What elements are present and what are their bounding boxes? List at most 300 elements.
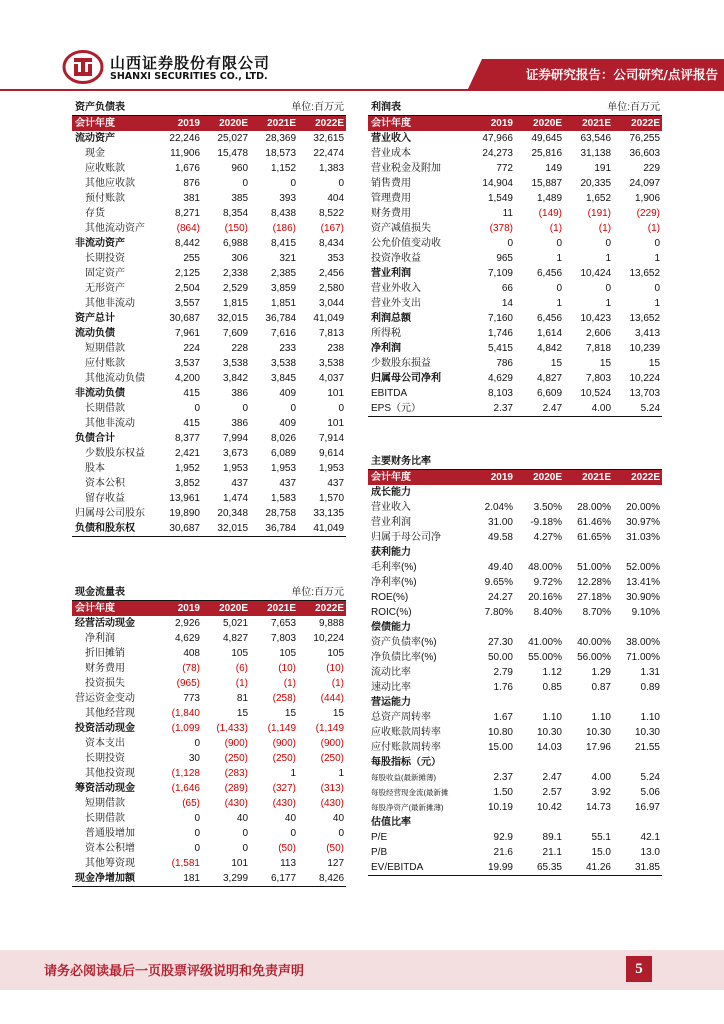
column-header-label: 会计年度 xyxy=(72,601,154,617)
row-value: 65.35 xyxy=(515,860,564,876)
row-label: 净利润 xyxy=(371,342,401,354)
row-value: 0 xyxy=(194,842,200,854)
row-value: 52.00% xyxy=(626,561,660,573)
row-value: 3.92 xyxy=(591,786,611,798)
row-value: 7,818 xyxy=(586,342,612,354)
row-label: 净利率(%) xyxy=(371,576,417,588)
row-value: 30,687 xyxy=(154,521,202,537)
table-row xyxy=(72,781,346,796)
row-value: 7,616 xyxy=(270,327,297,339)
table-row xyxy=(368,845,662,860)
row-value: (1,149 xyxy=(267,722,297,734)
row-value: 6,456 xyxy=(537,312,563,324)
row-value: 13.41% xyxy=(626,576,660,588)
row-value: 1,549 xyxy=(487,192,513,204)
row-value: 2,385 xyxy=(270,267,297,279)
row-value xyxy=(466,815,515,830)
table-row xyxy=(72,796,346,811)
table-row xyxy=(72,661,346,676)
company-logo-icon xyxy=(62,50,104,84)
table-row xyxy=(72,461,346,476)
row-value: 66 xyxy=(501,282,513,294)
income-statement-table xyxy=(368,100,662,417)
row-value xyxy=(466,695,515,710)
table-row xyxy=(72,491,346,506)
row-label: 归属母公司股东 xyxy=(75,507,145,519)
row-value: 13,652 xyxy=(629,312,661,324)
row-value: (167) xyxy=(320,222,345,234)
row-label: 营业收入 xyxy=(371,132,411,144)
column-header-year: 2019 xyxy=(154,116,202,132)
row-value: 13,961 xyxy=(169,492,200,504)
row-value: 36,784 xyxy=(250,521,298,537)
row-value: 40 xyxy=(236,812,249,824)
row-label: 其他流动资产 xyxy=(85,222,145,234)
row-value: 393 xyxy=(279,192,297,204)
row-value: 0 xyxy=(338,177,345,189)
table-row xyxy=(72,146,346,161)
row-value: 61.46% xyxy=(577,516,611,528)
row-value: (864) xyxy=(176,222,200,234)
row-value: 965 xyxy=(496,252,513,264)
row-value xyxy=(515,755,564,770)
row-value: 233 xyxy=(279,342,297,354)
row-value: 1,614 xyxy=(537,327,563,339)
table-row xyxy=(72,311,346,326)
table-title: 利润表 xyxy=(368,100,564,116)
row-label: 折旧摊销 xyxy=(85,647,125,659)
row-value: 1,152 xyxy=(270,162,297,174)
page-number: 5 xyxy=(626,956,652,982)
row-value: 3,538 xyxy=(222,357,249,369)
row-value: 4,827 xyxy=(537,372,563,384)
row-value: 1,953 xyxy=(318,462,345,474)
row-value: 22,474 xyxy=(313,147,345,159)
table-row xyxy=(368,620,662,635)
table-row xyxy=(368,635,662,650)
row-value: (1) xyxy=(331,677,345,689)
row-label: 其他投资现 xyxy=(85,767,135,779)
row-value: 1,583 xyxy=(270,492,297,504)
row-value: 8,271 xyxy=(174,207,200,219)
row-value: 0 xyxy=(654,237,661,249)
row-label: EV/EBITDA xyxy=(368,860,466,876)
row-value: 10,224 xyxy=(629,372,661,384)
row-value: 20,348 xyxy=(217,507,249,519)
table-row xyxy=(72,266,346,281)
row-value: 149 xyxy=(545,162,563,174)
table-row xyxy=(72,841,346,856)
row-value: 2.37 xyxy=(493,771,513,783)
row-value: 3,413 xyxy=(635,327,661,339)
row-value: 15 xyxy=(599,357,612,369)
row-value: 51.00% xyxy=(577,561,611,573)
row-value xyxy=(466,755,515,770)
row-value: 42.1 xyxy=(640,831,660,843)
row-value: 10.30 xyxy=(536,726,562,738)
row-value: (229) xyxy=(636,207,661,219)
row-value: (1,149 xyxy=(315,722,345,734)
row-value: 8,103 xyxy=(487,387,513,399)
row-label: 营业税金及附加 xyxy=(371,162,441,174)
row-value: 7,813 xyxy=(318,327,345,339)
row-label: 存货 xyxy=(85,207,105,219)
row-value: 3,557 xyxy=(174,297,200,309)
row-value: 3,299 xyxy=(202,871,250,887)
row-value: 1 xyxy=(654,252,661,264)
row-value: (50) xyxy=(278,842,297,854)
row-value: 20,335 xyxy=(580,177,612,189)
row-value: 31.00 xyxy=(487,516,513,528)
row-value: 61.65% xyxy=(577,531,611,543)
column-header-year: 2022E xyxy=(613,470,662,486)
row-value: 11,906 xyxy=(170,147,200,159)
table-row xyxy=(368,281,662,296)
row-value: 1,383 xyxy=(318,162,345,174)
table-row xyxy=(368,770,662,785)
row-value: 0.89 xyxy=(640,681,660,693)
row-value: 15,887 xyxy=(531,177,563,189)
row-label: 短期借款 xyxy=(85,342,125,354)
row-value: 41,049 xyxy=(298,521,346,537)
row-label: 营业利润 xyxy=(371,267,411,279)
row-label: 负债和股东权 xyxy=(72,521,154,537)
row-value: 8.70% xyxy=(582,606,611,618)
table-row xyxy=(72,161,346,176)
row-value xyxy=(613,815,662,830)
table-row xyxy=(72,416,346,431)
row-value: 4,842 xyxy=(537,342,563,354)
row-label: 每股收益(最新摊薄) xyxy=(371,772,436,782)
row-value: (50) xyxy=(326,842,345,854)
table-row xyxy=(72,326,346,341)
row-label: 普通股增加 xyxy=(85,827,135,839)
row-value: 12.28% xyxy=(577,576,611,588)
row-value: 40 xyxy=(284,812,297,824)
row-value: 1,746 xyxy=(487,327,513,339)
row-label: 应收账款周转率 xyxy=(371,726,441,738)
row-value: 101 xyxy=(327,387,345,399)
row-value: 3,673 xyxy=(222,447,249,459)
table-row xyxy=(72,521,346,537)
row-value xyxy=(613,620,662,635)
row-value: 2.47 xyxy=(542,771,562,783)
row-value: 7,914 xyxy=(318,432,345,444)
table-title: 主要财务比率 xyxy=(368,454,662,470)
row-value: 1.67 xyxy=(493,711,513,723)
row-value: (965) xyxy=(176,677,200,689)
row-value: 101 xyxy=(327,417,345,429)
row-label: 投资净收益 xyxy=(371,252,421,264)
row-value: (430) xyxy=(320,797,345,809)
table-row xyxy=(368,725,662,740)
row-value: 2,580 xyxy=(318,282,345,294)
row-value xyxy=(564,815,613,830)
row-value: 3,845 xyxy=(270,372,297,384)
row-value: 1 xyxy=(605,252,612,264)
row-value: (900) xyxy=(320,737,345,749)
row-value: 32,015 xyxy=(202,521,250,537)
row-value xyxy=(466,485,515,500)
row-label: 净负债比率(%) xyxy=(371,651,437,663)
row-label: 归属于母公司净 xyxy=(371,531,441,543)
row-label: 销售费用 xyxy=(371,177,411,189)
row-label: 营业外收入 xyxy=(371,282,421,294)
row-value xyxy=(564,485,613,500)
row-value: 4,629 xyxy=(174,632,200,644)
row-label: 营运资金变动 xyxy=(75,692,135,704)
table-row xyxy=(72,401,346,416)
table-row xyxy=(368,236,662,251)
row-value: 786 xyxy=(496,357,513,369)
row-value: 0 xyxy=(507,237,513,249)
table-row xyxy=(72,751,346,766)
table-row xyxy=(72,371,346,386)
row-value: 2,456 xyxy=(318,267,345,279)
cash-flow-table xyxy=(72,585,346,887)
row-label: 资本公积 xyxy=(85,477,125,489)
table-row xyxy=(72,506,346,521)
table-row xyxy=(368,500,662,515)
row-value: 8,426 xyxy=(298,871,346,887)
row-value: 4,200 xyxy=(174,372,200,384)
row-value: 76,255 xyxy=(629,132,661,144)
row-value: 3,842 xyxy=(222,372,249,384)
row-label: EPS（元） xyxy=(368,401,466,417)
row-value: 101 xyxy=(231,857,249,869)
row-value: (430) xyxy=(272,797,297,809)
row-value: 15 xyxy=(236,707,249,719)
row-value: 1.10 xyxy=(542,711,562,723)
table-row xyxy=(72,221,346,236)
row-value: (1,433) xyxy=(216,722,249,734)
row-value: (1,128 xyxy=(171,767,200,779)
row-value: 81 xyxy=(236,692,249,704)
row-value: 30 xyxy=(188,752,200,764)
row-value: 25,027 xyxy=(217,132,249,144)
row-value: 255 xyxy=(183,252,200,264)
row-label: 无形资产 xyxy=(85,282,125,294)
table-row xyxy=(368,860,662,876)
row-label: 现金 xyxy=(85,147,105,159)
row-value: 1,570 xyxy=(318,492,345,504)
row-value: (1) xyxy=(549,222,563,234)
row-label: 长期投资 xyxy=(85,252,125,264)
row-label: 资本支出 xyxy=(85,737,125,749)
table-row xyxy=(368,176,662,191)
row-value xyxy=(515,545,564,560)
row-value: 41.26 xyxy=(564,860,613,876)
row-label: ROIC(%) xyxy=(371,606,412,618)
row-label: 管理费用 xyxy=(371,192,411,204)
row-value: (313) xyxy=(320,782,345,794)
table-row xyxy=(368,266,662,281)
row-value: 1 xyxy=(338,767,345,779)
table-row xyxy=(72,446,346,461)
row-value xyxy=(564,545,613,560)
row-value: 31,138 xyxy=(580,147,612,159)
column-header-year: 2020E xyxy=(515,116,564,132)
row-value: 15,478 xyxy=(217,147,249,159)
row-label: 营运能力 xyxy=(371,696,411,708)
table-row xyxy=(72,176,346,191)
row-value: 4,037 xyxy=(318,372,345,384)
row-value: 0 xyxy=(242,842,249,854)
row-label: 应付账款周转率 xyxy=(371,741,441,753)
row-value: 385 xyxy=(231,192,249,204)
row-label: 流动负债 xyxy=(75,327,115,339)
table-row xyxy=(368,515,662,530)
table-row xyxy=(72,206,346,221)
table-row xyxy=(368,605,662,620)
row-value xyxy=(466,620,515,635)
row-value: 1 xyxy=(290,767,297,779)
row-value: 181 xyxy=(154,871,202,887)
row-value: 0 xyxy=(242,177,249,189)
table-row xyxy=(72,131,346,146)
table-row xyxy=(368,206,662,221)
row-value: 7,109 xyxy=(487,267,513,279)
row-label: 其他筹资现 xyxy=(85,857,135,869)
table-row xyxy=(72,706,346,721)
table-header-row xyxy=(72,116,346,132)
row-value xyxy=(564,695,613,710)
row-value: 386 xyxy=(231,387,249,399)
row-value: 56.00% xyxy=(577,651,611,663)
table-row xyxy=(368,191,662,206)
row-label: 获利能力 xyxy=(371,546,411,558)
row-value: 404 xyxy=(327,192,345,204)
row-value: 3,538 xyxy=(318,357,345,369)
column-header-year: 2021E xyxy=(564,470,613,486)
row-value: 9.72% xyxy=(533,576,562,588)
row-label: P/B xyxy=(371,846,388,858)
row-value: 48.00% xyxy=(528,561,562,573)
row-value: 224 xyxy=(183,342,200,354)
row-value: 437 xyxy=(279,477,297,489)
row-value: (283) xyxy=(224,767,249,779)
column-header-year: 2021E xyxy=(250,116,298,132)
row-value xyxy=(466,545,515,560)
row-value: 1 xyxy=(556,297,563,309)
row-value: 14,904 xyxy=(482,177,513,189)
row-value: 7,961 xyxy=(174,327,200,339)
row-value: 27.30 xyxy=(487,636,513,648)
row-value: 1.10 xyxy=(591,711,611,723)
row-value: 8,354 xyxy=(222,207,249,219)
row-value: 17.96 xyxy=(585,741,611,753)
column-header-year: 2019 xyxy=(466,116,515,132)
table-row xyxy=(368,371,662,386)
row-label: 资产负债率(%) xyxy=(371,636,437,648)
row-value: (186) xyxy=(272,222,297,234)
table-row xyxy=(368,146,662,161)
row-value: 92.9 xyxy=(493,831,513,843)
row-label: 营业收入 xyxy=(371,501,411,513)
table-row xyxy=(72,826,346,841)
row-value: 14.73 xyxy=(585,801,611,813)
row-value: 18,573 xyxy=(265,147,297,159)
row-value: 31.03% xyxy=(626,531,660,543)
table-row xyxy=(72,431,346,446)
row-value: 1,676 xyxy=(174,162,200,174)
row-value: 0 xyxy=(605,237,612,249)
row-value: 36,603 xyxy=(629,147,661,159)
row-value: 10,224 xyxy=(313,632,345,644)
row-value: 49.58 xyxy=(487,531,513,543)
table-row xyxy=(72,631,346,646)
row-value: 876 xyxy=(183,177,200,189)
table-row xyxy=(72,341,346,356)
column-header-year: 2020E xyxy=(202,116,250,132)
row-value: 3.50% xyxy=(533,501,562,513)
row-value: 415 xyxy=(183,417,200,429)
row-value: 10,239 xyxy=(629,342,661,354)
row-value: 772 xyxy=(496,162,513,174)
row-value: 6,089 xyxy=(270,447,297,459)
row-value: 2.37 xyxy=(466,401,515,417)
row-value: 1,851 xyxy=(270,297,297,309)
row-value: 16.97 xyxy=(634,801,660,813)
row-value: 1,489 xyxy=(537,192,563,204)
row-label: 总资产周转率 xyxy=(371,711,431,723)
table-header-row xyxy=(72,601,346,617)
row-value: 8,377 xyxy=(174,432,200,444)
row-value: 1.10 xyxy=(640,711,660,723)
row-value: 9.10% xyxy=(631,606,660,618)
row-value: 38.00% xyxy=(626,636,660,648)
row-value: 7,609 xyxy=(222,327,249,339)
table-row xyxy=(72,251,346,266)
table-row xyxy=(72,616,346,631)
table-row xyxy=(368,530,662,545)
row-value: 6,609 xyxy=(537,387,563,399)
column-header-label: 会计年度 xyxy=(72,116,154,132)
row-value: 15 xyxy=(648,357,661,369)
row-value: 7,653 xyxy=(270,617,297,629)
table-row xyxy=(368,251,662,266)
row-value: 2.47 xyxy=(515,401,564,417)
row-value: 28.00% xyxy=(577,501,611,513)
row-label: 利润总额 xyxy=(371,312,411,324)
row-label: 资本公积增 xyxy=(85,842,135,854)
table-row xyxy=(368,401,662,417)
row-value: 1 xyxy=(556,252,563,264)
row-value: 3,537 xyxy=(174,357,200,369)
row-value: 1,815 xyxy=(222,297,249,309)
row-value: 381 xyxy=(183,192,200,204)
table-row xyxy=(368,710,662,725)
table-row xyxy=(72,646,346,661)
row-value: 0 xyxy=(290,402,297,414)
table-row xyxy=(368,341,662,356)
row-label: 其他流动负债 xyxy=(85,372,145,384)
row-value: (1) xyxy=(235,677,249,689)
row-value: 0 xyxy=(338,402,345,414)
row-value xyxy=(613,695,662,710)
row-label: 所得税 xyxy=(371,327,401,339)
row-value: 2,529 xyxy=(222,282,249,294)
row-value: (900) xyxy=(272,737,297,749)
row-label: 筹资活动现金 xyxy=(75,782,135,794)
row-value: (900) xyxy=(224,737,249,749)
table-row xyxy=(368,311,662,326)
row-value: 32,615 xyxy=(313,132,345,144)
row-value: (250) xyxy=(272,752,297,764)
row-value: (327) xyxy=(272,782,297,794)
row-value: 4.00 xyxy=(564,401,613,417)
page-footer xyxy=(0,950,724,990)
